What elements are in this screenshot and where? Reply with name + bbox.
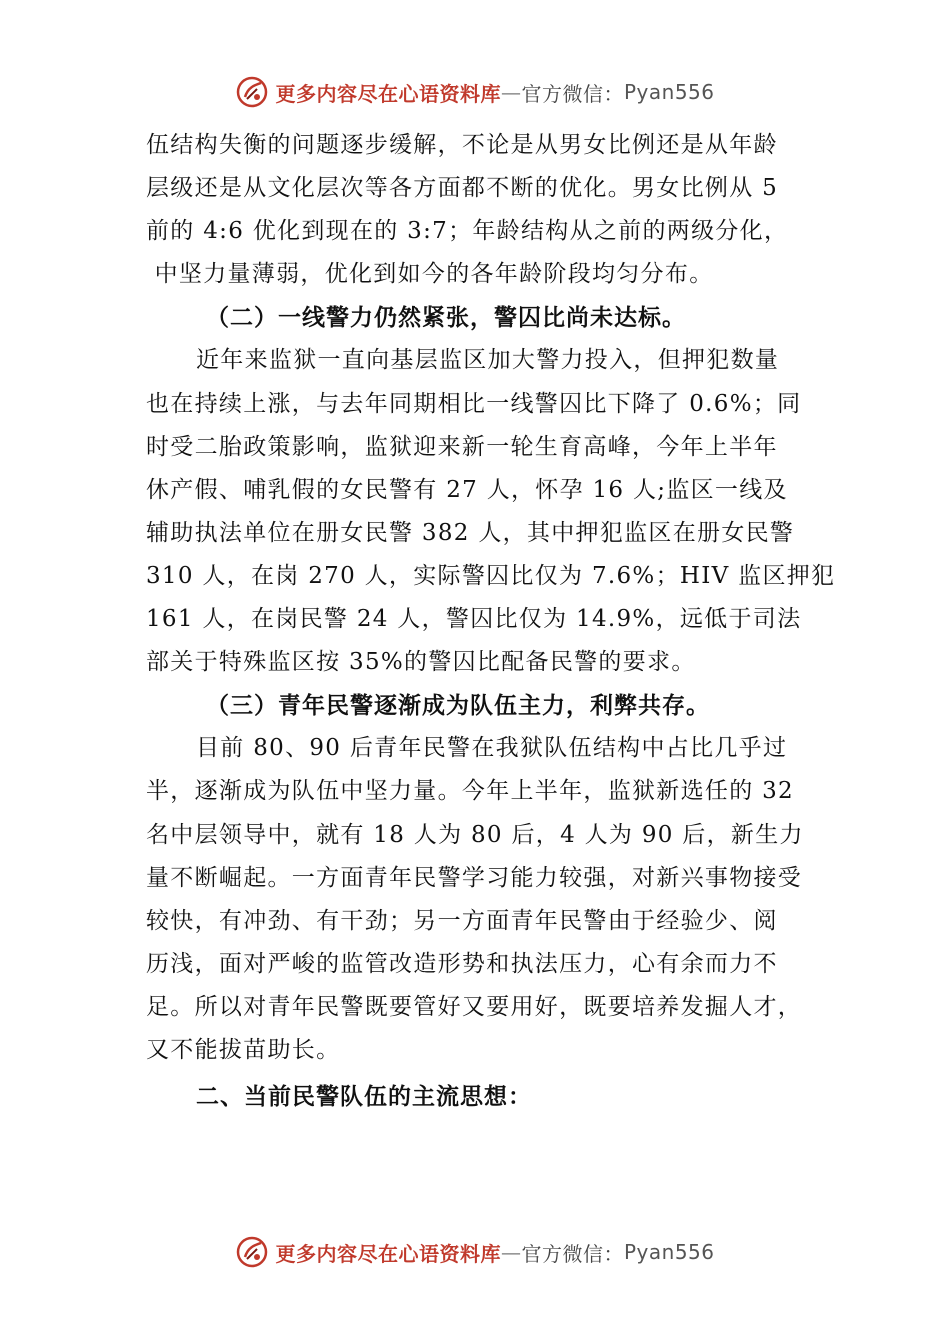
watermark-banner-top	[0, 72, 950, 112]
banner-brand: 更多内容尽在心语资料库	[275, 81, 501, 106]
para1-line-1: 伍结构失衡的问题逐步缓解，不论是从男女比例还是从年龄	[146, 132, 778, 158]
watermark-banner-bottom	[0, 1232, 950, 1272]
para3-line-4: 量不断崛起。一方面青年民警学习能力较强，对新兴事物接受	[146, 864, 803, 891]
section-heading-2: 二、当前民警队伍的主流思想：	[196, 1084, 532, 1111]
para2-line-1: 近年来监狱一直向基层监区加大警力投入，但押犯数量	[196, 347, 780, 374]
para3-line-8: 又不能拔苗助长。	[146, 1036, 341, 1063]
banner-brand: 更多内容尽在心语资料库	[275, 1241, 501, 1266]
banner-wechat-label: 官方微信：	[521, 1241, 624, 1266]
banner-dash: —	[500, 1240, 522, 1264]
para1-line-3: 前的 4:6 优化到现在的 3:7；年龄结构从之前的两级分化，	[146, 218, 789, 245]
para1-line-4: 中坚力量薄弱，优化到如今的各年龄阶段均匀分布。	[146, 261, 714, 288]
subheading-3: （三）青年民警逐渐成为队伍主力，利弊共存。	[206, 692, 710, 720]
para2-line-2: 也在持续上涨，与去年同期相比一线警囚比下降了 0.6%；同	[146, 390, 802, 417]
para3-line-6: 历浅，面对严峻的监管改造形势和执法压力，心有余而力不	[146, 950, 778, 977]
banner-wechat-label: 官方微信：	[521, 81, 624, 106]
para2-line-5: 辅助执法单位在册女民警 382 人，其中押犯监区在册女民警	[146, 519, 795, 546]
document-body	[146, 124, 836, 1119]
para3-line-5: 较快，有冲劲、有干劲；另一方面青年民警由于经验少、阅	[146, 907, 778, 934]
para3-line-7: 足。所以对青年民警既要管好又要用好，既要培养发掘人才，	[146, 993, 803, 1020]
brand-logo-icon	[235, 75, 269, 109]
para2-line-4: 休产假、哺乳假的女民警有 27 人，怀孕 16 人;监区一线及	[146, 476, 788, 503]
para1-line-2: 层级还是从文化层次等各方面都不断的优化。男女比例从 5	[146, 175, 779, 202]
banner-wechat-handle: Pyan556	[623, 80, 715, 104]
brand-logo-icon	[235, 1235, 269, 1269]
para2-line-3: 时受二胎政策影响，监狱迎来新一轮生育高峰，今年上半年	[146, 433, 778, 460]
subheading-2: （二）一线警力仍然紧张，警囚比尚未达标。	[206, 304, 686, 332]
para2-line-6: 310 人，在岗 270 人，实际警囚比仅为 7.6%；HIV 监区押犯	[146, 562, 836, 589]
para2-line-7: 161 人，在岗民警 24 人，警囚比仅为 14.9%，远低于司法	[146, 606, 802, 633]
para3-line-1: 目前 80、90 后青年民警在我狱队伍结构中占比几乎过	[196, 735, 788, 762]
banner-wechat-handle: Pyan556	[623, 1240, 715, 1264]
banner-dash: —	[500, 80, 522, 104]
para3-line-2: 半，逐渐成为队伍中坚力量。今年上半年，监狱新选任的 32	[146, 778, 794, 805]
para3-line-3: 名中层领导中，就有 18 人为 80 后，4 人为 90 后，新生力	[146, 821, 804, 848]
para2-line-8: 部关于特殊监区按 35%的警囚比配备民警的要求。	[146, 649, 696, 676]
